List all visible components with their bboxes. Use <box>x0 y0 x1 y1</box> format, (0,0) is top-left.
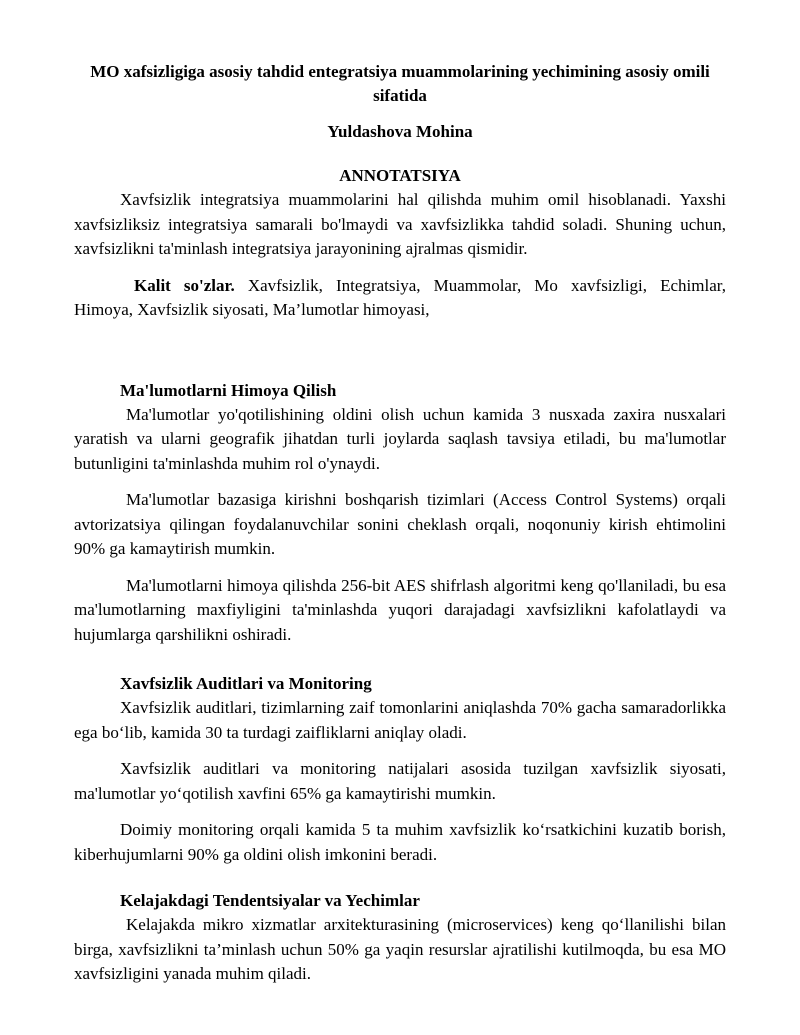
section-paragraph: Xavfsizlik auditlari va monitoring natijalari asosida tuzilgan xavfsizlik siyosati, ma'lumotlar yo‘qotilish xavfini 65% ga kamaytirishi mumkin. <box>74 759 726 803</box>
section-heading: Ma'lumotlarni Himoya Qilish <box>120 380 337 400</box>
section-paragraph: Xavfsizlik auditlari, tizimlarning zaif tomonlarini aniqlashda 70% gacha samaradorlikka ega bo‘lib, kamida 30 ta turdagi zaifliklarni aniqlay oladi. <box>74 698 726 742</box>
keywords-label: Kalit so'zlar. <box>134 275 235 295</box>
section-paragraph: Ma'lumotlar yo'qotilishining oldini olish uchun kamida 3 nusxada zaxira nusxalari yaratish va ularni geografik jihatdan turli joylarda saqlash tavsiya etiladi, bu ma'lumotlar butunligini ta'minlashda muhim rol o'ynaydi. <box>74 404 726 473</box>
annotation-text: Xavfsizlik integratsiya muammolarini hal qilishda muhim omil hisoblanadi. Yaxshi xavfsizliksiz integratsiya samarali bo'lmaydi va xavfsizlikka tahdid soladi. Shuning uchun, xavfsizlikni ta'minlash integratsiya jarayonining ajralmas qismidir. <box>74 190 726 258</box>
paper-title: MO xafsizligiga asosiy tahdid entegratsiya muammolarining yechimining asosiy omili sifatida <box>90 62 710 105</box>
section-paragraph: Kelajakda mikro xizmatlar arxitekturasining (microservices) keng qo‘llanilishi bilan birga, xavfsizlikni ta’minlash uchun 50% ga yaqin resurslar ajratilishi kutilmoqda, bu esa MO xavfsizligini yanada muhim qiladi. <box>74 915 726 983</box>
section-paragraph: Doimiy monitoring orqali kamida 5 ta muhim xavfsizlik ko‘rsatkichini kuzatib borish, kiberhujumlarni 90% ga oldini olish imkonini beradi. <box>74 820 726 864</box>
author-name: Yuldashova Mohina <box>327 122 473 141</box>
section-paragraph: Ma'lumotlarni himoya qilishda 256-bit AES shifrlash algoritmi keng qo'llaniladi, bu esa ma'lumotlarning maxfiyligini ta'minlashda yuqori darajadagi xavfsizlikni kafolatlaydi va hujumlarga qarshilikni oshiradi. <box>74 575 726 644</box>
keywords-paragraph <box>74 274 726 323</box>
section-heading: Xavfsizlik Auditlari va Monitoring <box>120 674 372 693</box>
annotation-heading: ANNOTATSIYA <box>339 166 461 185</box>
section-paragraph: Ma'lumotlar bazasiga kirishni boshqarish tizimlari (Access Control Systems) orqali avtorizatsiya qilingan foydalanuvchilar sonini cheklash orqali, noqonuniy kirish ehtimolini 90% ga kamaytirish mumkin. <box>74 490 726 558</box>
section-heading: Kelajakdagi Tendentsiyalar va Yechimlar <box>120 891 420 910</box>
keywords-text: Xavfsizlik, Integratsiya, Muammolar, Mo xavfsizligi, Echimlar, Himoya, Xavfsizlik siyosati, Ma’lumotlar himoyasi, <box>74 275 726 319</box>
document-page <box>74 60 726 987</box>
